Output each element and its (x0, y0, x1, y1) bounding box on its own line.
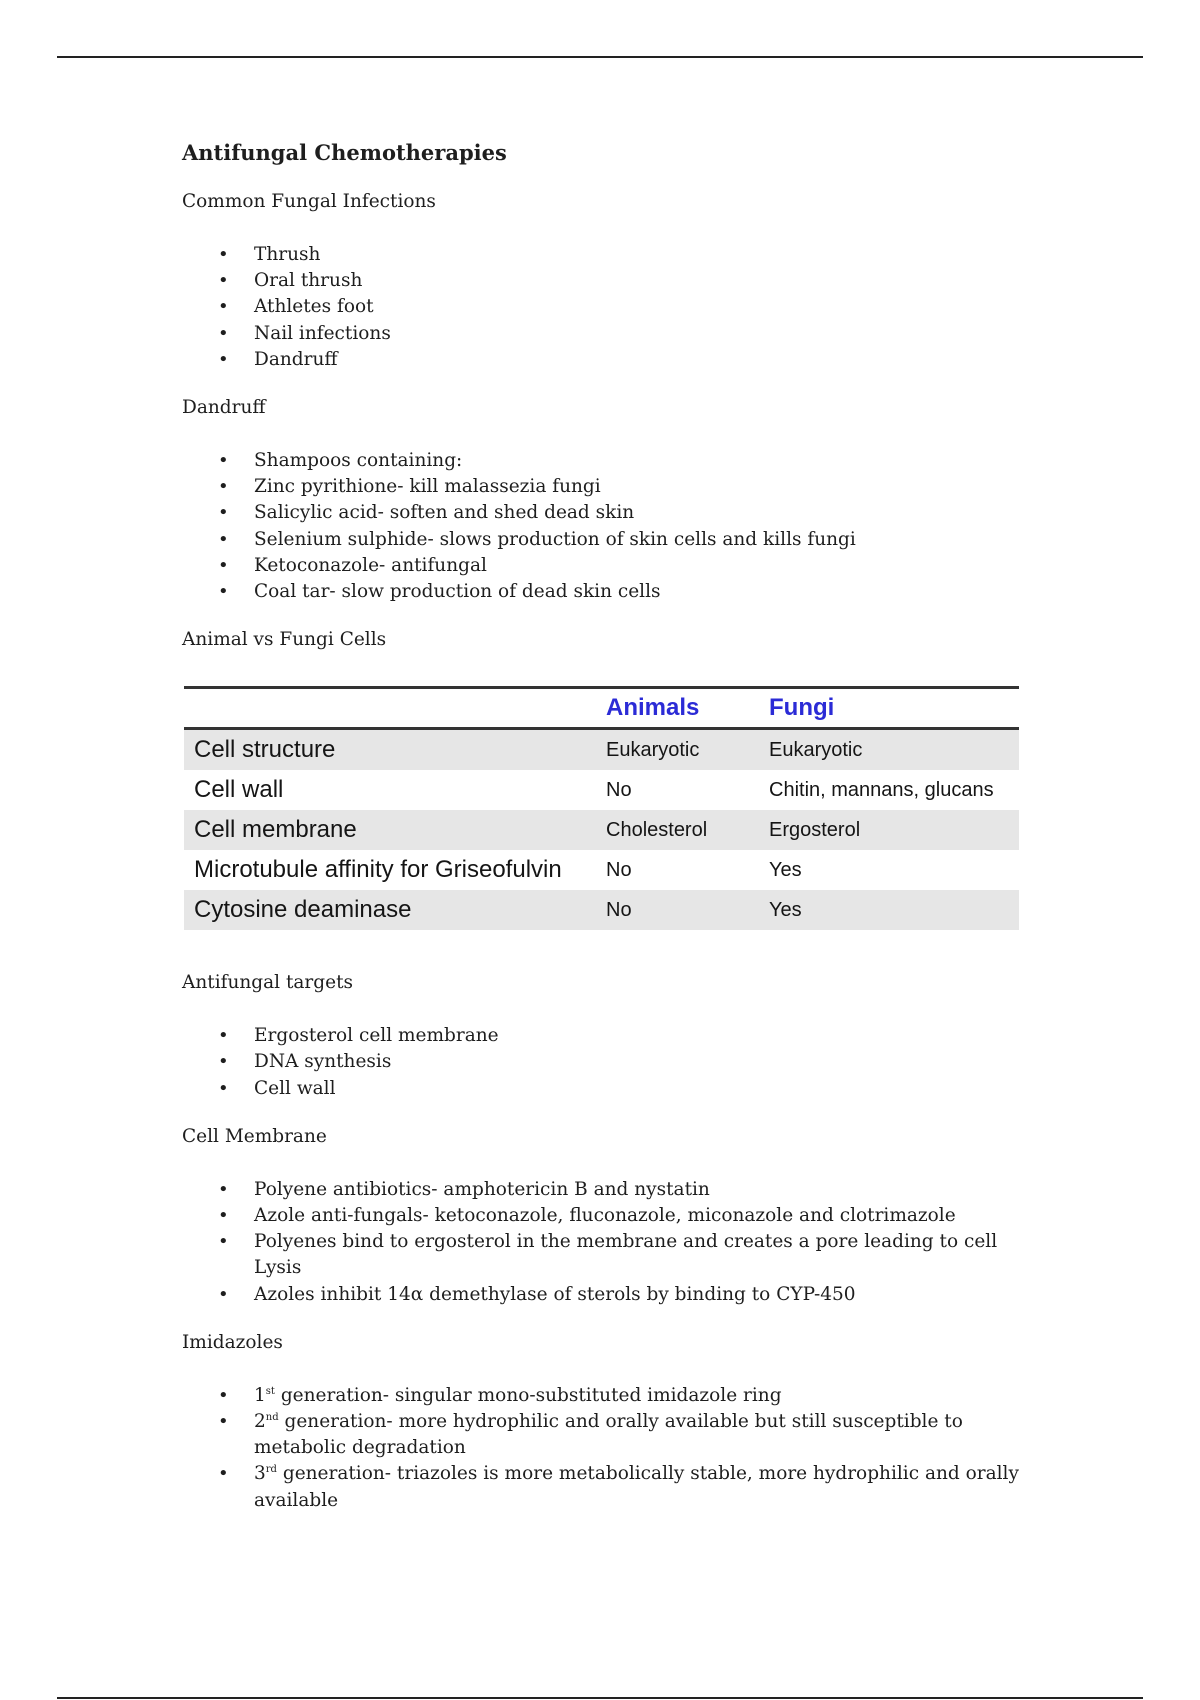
list-item: • Ketoconazole- antifungal (182, 553, 1042, 579)
cell-membrane-list (182, 1177, 1042, 1308)
header-rule (57, 56, 1143, 58)
table-cell: Cell wall (194, 776, 284, 804)
list-item (182, 1383, 1042, 1409)
section-heading-imidazoles: Imidazoles (182, 1331, 283, 1353)
list-item: • Polyene antibiotics- amphotericin B and nystatin (182, 1177, 1042, 1203)
common-infections-list (182, 242, 1042, 373)
section-heading-cell-membrane: Cell Membrane (182, 1125, 327, 1147)
table-header-cell: Fungi (769, 694, 835, 722)
generation-number: 3 (254, 1463, 266, 1485)
table-cell: Cholesterol (596, 810, 759, 850)
table-cell: No (606, 778, 632, 801)
list-item: • Shampoos containing: (182, 448, 1042, 474)
ordinal-suffix: st (265, 1385, 275, 1397)
table-cell: Yes (769, 858, 802, 881)
list-item: • Dandruff (182, 347, 1042, 373)
table-cell: Eukaryotic (759, 729, 1019, 771)
table-row (184, 810, 1019, 850)
list-item: • Zinc pyrithione- kill malassezia fungi (182, 474, 1042, 500)
list-item: • Ergosterol cell membrane (182, 1023, 1042, 1049)
table-row (184, 770, 1019, 810)
list-item: • Cell wall (182, 1076, 1042, 1102)
list-item: • Azole anti-fungals- ketoconazole, fluconazole, miconazole and clotrimazole (182, 1203, 1042, 1229)
ordinal-suffix: rd (265, 1464, 277, 1476)
list-item: • Polyenes bind to ergosterol in the membrane and creates a pore leading to cell Lysis (182, 1229, 1042, 1281)
list-item: • Athletes foot (182, 294, 1042, 320)
table-row (184, 729, 1019, 771)
table-header-cell (184, 688, 596, 729)
list-item: • Coal tar- slow production of dead skin cells (182, 579, 1042, 605)
list-item (182, 1409, 1042, 1461)
section-heading-animal-vs-fungi: Animal vs Fungi Cells (182, 629, 387, 651)
table-cell: Chitin, mannans, glucans (769, 778, 994, 801)
imidazoles-list (182, 1383, 1042, 1514)
ordinal-suffix: nd (265, 1412, 279, 1424)
table-cell: No (606, 858, 632, 881)
table-cell: Cell membrane (184, 810, 596, 850)
generation-text: generation- triazoles is more metabolically stable, more hydrophilic and orally available (254, 1463, 1019, 1511)
document-body (182, 140, 1042, 1538)
list-item (182, 1461, 1042, 1513)
generation-number: 2 (254, 1411, 266, 1433)
list-item: • Nail infections (182, 321, 1042, 347)
list-item: • Oral thrush (182, 268, 1042, 294)
generation-text: generation- singular mono-substituted imidazole ring (274, 1384, 782, 1406)
table-cell: No (596, 890, 759, 930)
page-title: Antifungal Chemotherapies (182, 140, 507, 165)
footer-rule (57, 1697, 1143, 1699)
targets-list (182, 1023, 1042, 1102)
dandruff-list (182, 448, 1042, 605)
table-row (184, 850, 1019, 890)
table-cell: Cytosine deaminase (184, 890, 596, 930)
list-item: • Salicylic acid- soften and shed dead skin (182, 500, 1042, 526)
table-cell: Cell structure (184, 729, 596, 771)
table-cell: Eukaryotic (596, 729, 759, 771)
list-item: • Selenium sulphide- slows production of skin cells and kills fungi (182, 527, 1042, 553)
table-header-cell: Animals (606, 694, 700, 722)
table-cell: Yes (759, 890, 1019, 930)
list-item: • Azoles inhibit 14α demethylase of sterols by binding to CYP-450 (182, 1282, 1042, 1308)
section-heading-common-infections: Common Fungal Infections (182, 191, 436, 212)
list-item: • DNA synthesis (182, 1049, 1042, 1075)
table-row (184, 890, 1019, 930)
generation-number: 1 (254, 1384, 266, 1406)
generation-text: generation- more hydrophilic and orally available but still susceptible to metabolic degradation (254, 1411, 963, 1459)
list-item: • Thrush (182, 242, 1042, 268)
section-heading-dandruff: Dandruff (182, 397, 266, 419)
table-cell: Microtubule affinity for Griseofulvin (194, 856, 562, 884)
comparison-table (184, 686, 1019, 930)
table-cell: Ergosterol (759, 810, 1019, 850)
section-heading-antifungal-targets: Antifungal targets (182, 972, 353, 994)
table-header-row (184, 688, 1019, 729)
